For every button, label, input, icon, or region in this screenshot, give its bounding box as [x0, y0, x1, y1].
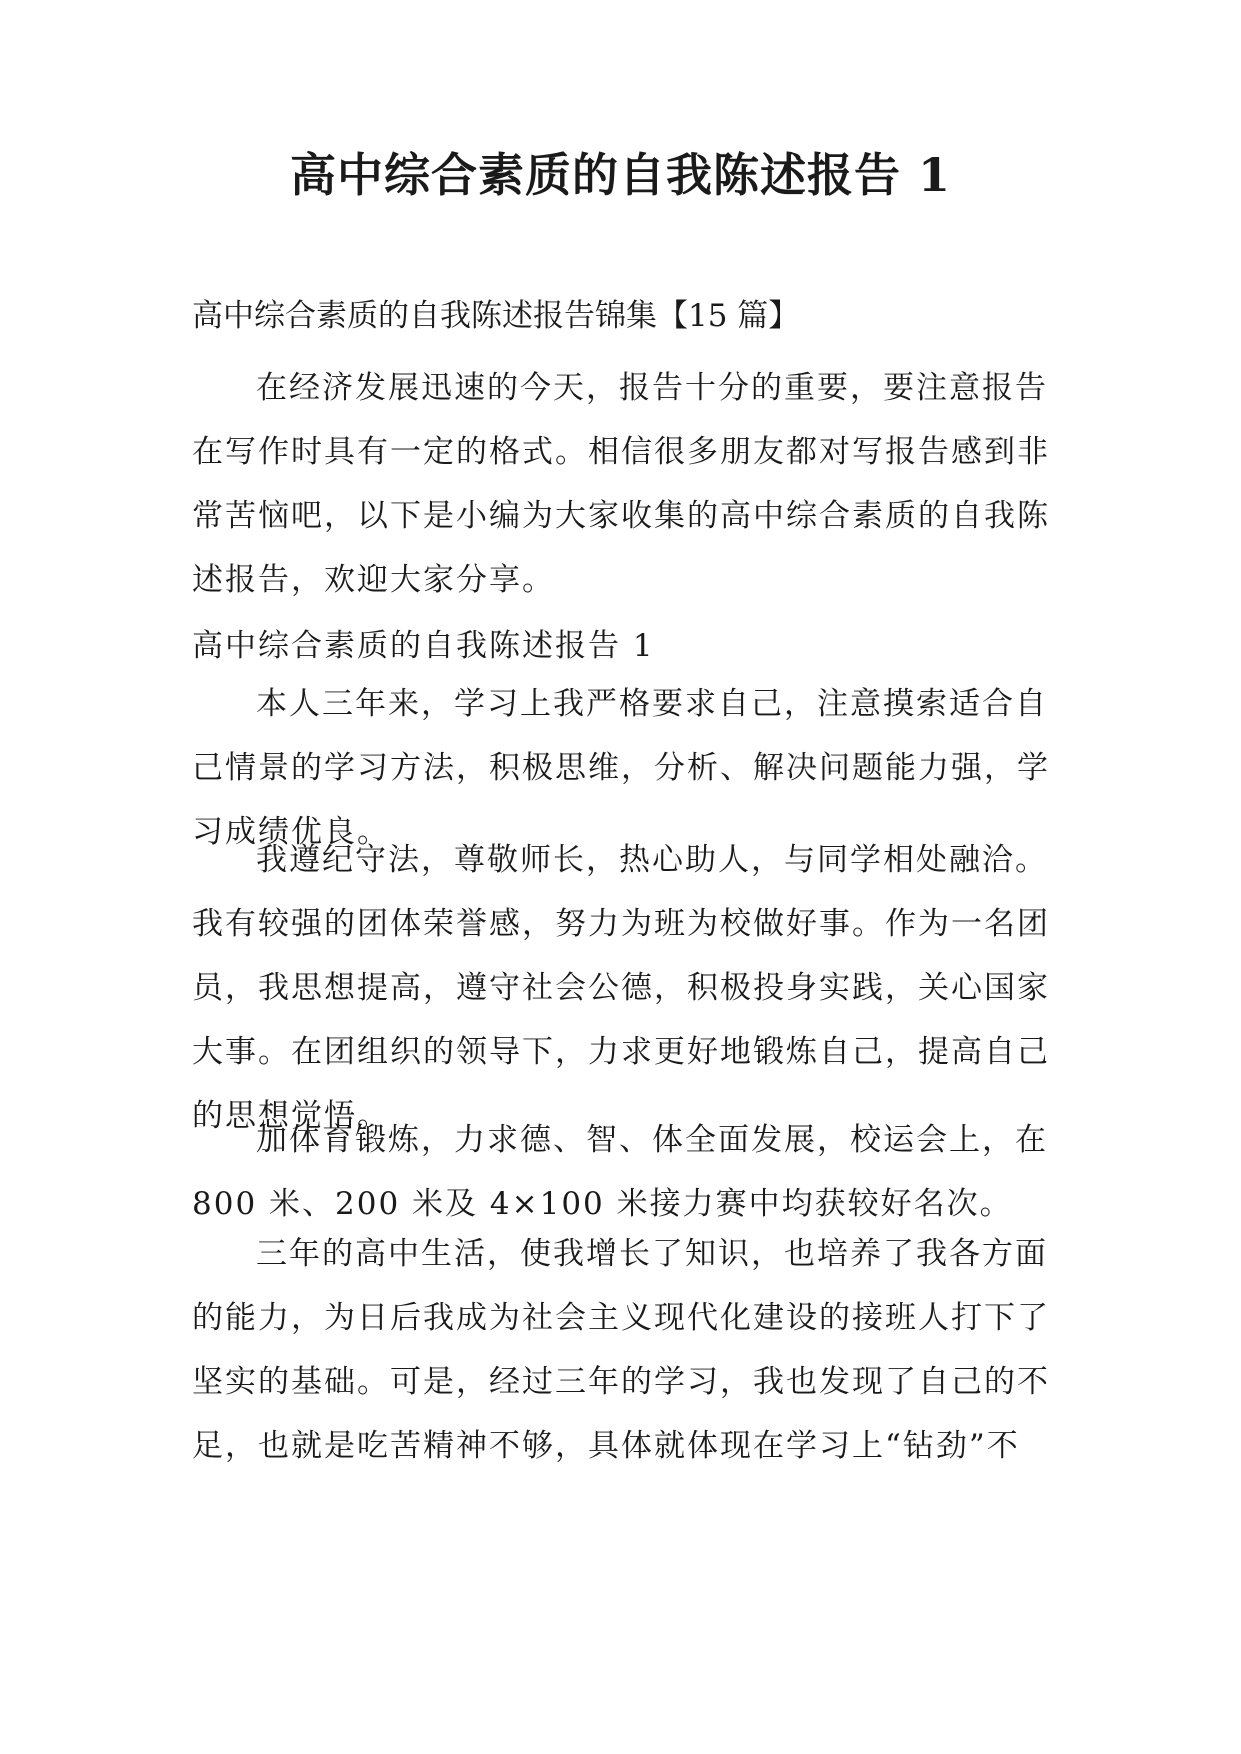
- paragraph-line: 800 米、200 米及 4×100 米接力赛中均获较好名次。: [192, 1186, 1013, 1222]
- section-heading: [192, 614, 1052, 678]
- intro-line: 述报告，欢迎大家分享。: [192, 562, 555, 598]
- paragraph-2: [192, 828, 1052, 1148]
- paragraph-4: [192, 1222, 1052, 1478]
- paragraph-line: 加体育锻炼，力求德、智、体全面发展，校运会上，在: [256, 1122, 1048, 1158]
- document-title: 高中综合素质的自我陈述报告 1: [289, 148, 952, 202]
- paragraph-line: 坚实的基础。可是，经过三年的学习，我也发现了自己的不: [192, 1364, 1050, 1400]
- paragraph-line: 本人三年来，学习上我严格要求自己，注意摸索适合自: [256, 686, 1048, 722]
- paragraph-line: 足，也就是吃苦精神不够，具体就体现在学习上“钻劲”不: [192, 1428, 1020, 1464]
- paragraph-line: 习成绩优良。: [192, 814, 390, 850]
- paragraph-line: 的能力，为日后我成为社会主义现代化建设的接班人打下了: [192, 1300, 1050, 1336]
- paragraph-line: 的思想觉悟。: [192, 1098, 390, 1134]
- paragraph-line: 己情景的学习方法，积极思维，分析、解决问题能力强，学: [192, 750, 1050, 786]
- paragraph-line: 我有较强的团体荣誉感，努力为班为校做好事。作为一名团: [192, 906, 1050, 942]
- intro-line: 在写作时具有一定的格式。相信很多朋友都对写报告感到非: [192, 434, 1050, 470]
- intro-line: 常苦恼吧，以下是小编为大家收集的高中综合素质的自我陈: [192, 498, 1050, 534]
- document-subtitle: 高中综合素质的自我陈述报告锦集【15 篇】: [192, 298, 800, 334]
- intro-line: 在经济发展迅速的今天，报告十分的重要，要注意报告: [256, 370, 1048, 406]
- paragraph-3: [192, 1108, 1052, 1236]
- intro-paragraph: [192, 356, 1052, 612]
- section-heading-text: 高中综合素质的自我陈述报告 1: [192, 628, 655, 664]
- paragraph-line: 员，我思想提高，遵守社会公德，积极投身实践，关心国家: [192, 970, 1050, 1006]
- paragraph-line: 我遵纪守法，尊敬师长，热心助人，与同学相处融洽。: [256, 842, 1048, 878]
- paragraph-line: 大事。在团组织的领导下，力求更好地锻炼自己，提高自己: [192, 1034, 1050, 1070]
- paragraph-line: 三年的高中生活，使我增长了知识，也培养了我各方面: [256, 1236, 1048, 1272]
